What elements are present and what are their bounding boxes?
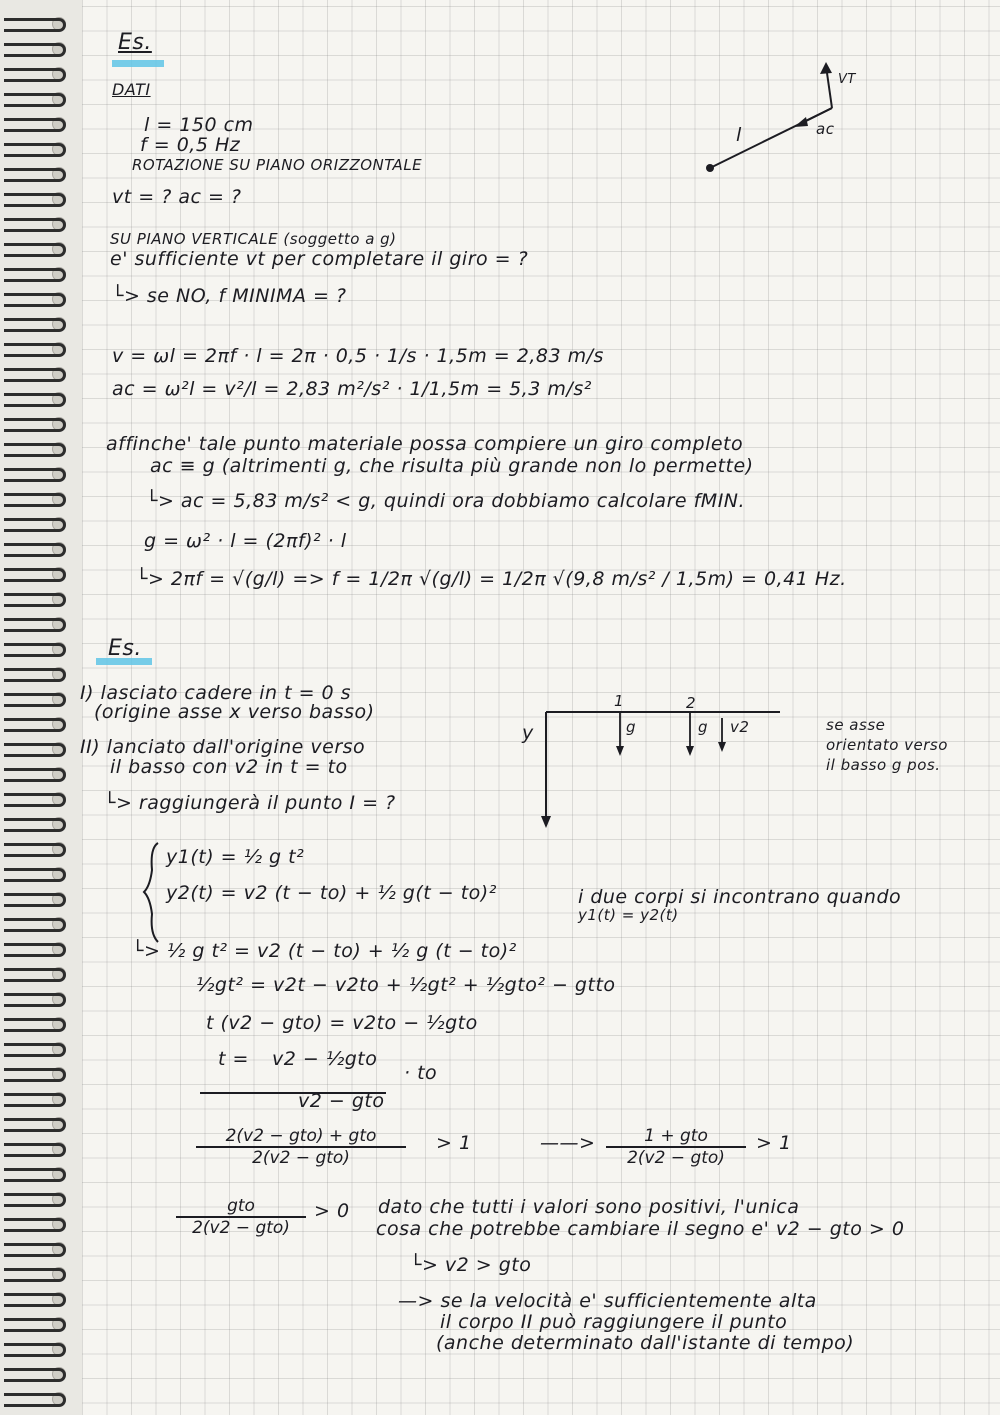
step-1: └> ½ g t² = v2 (t − to) + ½ g (t − to)² — [132, 940, 517, 962]
dati-label: DATI — [112, 80, 151, 99]
diagram-body2-label: 2 — [686, 694, 697, 712]
item2-line2: il basso con v2 in t = to — [110, 756, 348, 778]
diagram-v2-label: v2 — [730, 718, 750, 736]
diagram-y-label: y — [522, 722, 534, 744]
step-2: ½gt² = v2t − v2to + ½gt² + ½gto² − gtto — [196, 974, 616, 996]
inequality-2 — [606, 1126, 746, 1168]
condition-line-1: affinche' tale punto materiale possa compiere un giro completo — [106, 433, 744, 455]
final-inequality — [176, 1196, 306, 1238]
final-numerator: gto — [227, 1196, 255, 1216]
compare-text: └> ac = 5,83 m/s² < g, quindi ora dobbiamo calcolare fMIN. — [146, 490, 746, 512]
item2-question: └> raggiungerà il punto I = ? — [104, 792, 396, 814]
followup-text: └> se NO, f MINIMA = ? — [112, 285, 347, 307]
conclusion-line-3: (anche determinato dall'istante di tempo) — [436, 1332, 855, 1354]
diagram-g1-label: g — [626, 718, 637, 736]
inequality-2-denominator: 2(v2 − gto) — [606, 1146, 746, 1168]
final-operator: > 0 — [314, 1200, 350, 1222]
diagram-g2-label: g — [698, 718, 709, 736]
diagram-ac-label: ac — [816, 120, 835, 138]
g-formula: g = ω² · l = (2πf)² · l — [144, 530, 347, 552]
rotation-text: ROTAZIONE SU PIANO ORIZZONTALE — [132, 156, 423, 174]
step-3: t (v2 − gto) = v2to − ½gto — [206, 1012, 478, 1034]
inequality-2-operator: > 1 — [756, 1132, 792, 1154]
reason-line-1: dato che tutti i valori sono positivi, l'unica — [378, 1196, 800, 1218]
diagram-body1-label: 1 — [614, 692, 625, 710]
step-4-tail: · to — [404, 1062, 438, 1084]
final-denominator: 2(v2 − gto) — [176, 1216, 306, 1238]
unknowns-text: vt = ? ac = ? — [112, 186, 242, 208]
system-eq-1: y1(t) = ½ g t² — [166, 846, 305, 868]
reason-line-2: cosa che potrebbe cambiare il segno e' v2 − gto > 0 — [376, 1218, 905, 1240]
inequality-2-numerator: 1 + gto — [644, 1126, 708, 1146]
system-eq-2: y2(t) = v2 (t − to) + ½ g(t − to)² — [166, 882, 497, 904]
inequality-1-numerator: 2(v2 − gto) + gto — [225, 1126, 377, 1146]
question-text: e' sufficiente vt per completare il giro = ? — [110, 248, 529, 270]
step-4-lhs: t = — [218, 1048, 249, 1070]
item1-line1: I) lasciato cadere in t = 0 s — [80, 682, 352, 704]
given-length: l = 150 cm — [144, 114, 254, 136]
step-4-denominator: v2 − gto — [298, 1090, 385, 1112]
given-frequency: f = 0,5 Hz — [140, 134, 241, 156]
meet-note-1: i due corpi si incontrano quando — [578, 886, 902, 908]
arrow-1: ——> — [540, 1132, 596, 1154]
velocity-formula: v = ωl = 2πf · l = 2π · 0,5 · 1/s · 1,5m = 2,83 m/s — [112, 345, 604, 367]
diagram-vt-label: VT — [838, 72, 856, 87]
acceleration-formula: ac = ω²l = v²/l = 2,83 m²/s² · 1/1,5m = 5,3 m/s² — [112, 378, 592, 400]
f-formula: └> 2πf = √(g/l) => f = 1/2π √(g/l) = 1/2π √(9,8 m/s² / 1,5m) = 0,41 Hz. — [136, 568, 847, 590]
meet-note-2: y1(t) = y2(t) — [578, 906, 679, 924]
reason-line-3: └> v2 > gto — [410, 1254, 532, 1276]
condition-line-2: ac ≡ g (altrimenti g, che risulta più grande non lo permette) — [150, 455, 754, 477]
item2-line1: II) lanciato dall'origine verso — [80, 736, 366, 758]
inequality-1-denominator: 2(v2 − gto) — [196, 1146, 406, 1168]
inequality-1-operator: > 1 — [436, 1132, 472, 1154]
side-note-3: il basso g pos. — [826, 756, 941, 774]
inequality-1 — [196, 1126, 406, 1168]
conclusion-line-1: —> se la velocità e' sufficientemente alta — [398, 1290, 817, 1312]
diagram-l-label: l — [736, 124, 742, 146]
step-4-numerator: v2 − ½gto — [272, 1048, 378, 1070]
vertical-plane-text: SU PIANO VERTICALE (soggetto a g) — [110, 230, 397, 248]
exercise1-heading: Es. — [118, 30, 152, 55]
side-note-1: se asse — [826, 716, 886, 734]
exercise2-heading: Es. — [108, 636, 142, 661]
conclusion-line-2: il corpo II può raggiungere il punto — [440, 1311, 788, 1333]
item1-line2: (origine asse x verso basso) — [94, 701, 375, 723]
side-note-2: orientato verso — [826, 736, 948, 754]
